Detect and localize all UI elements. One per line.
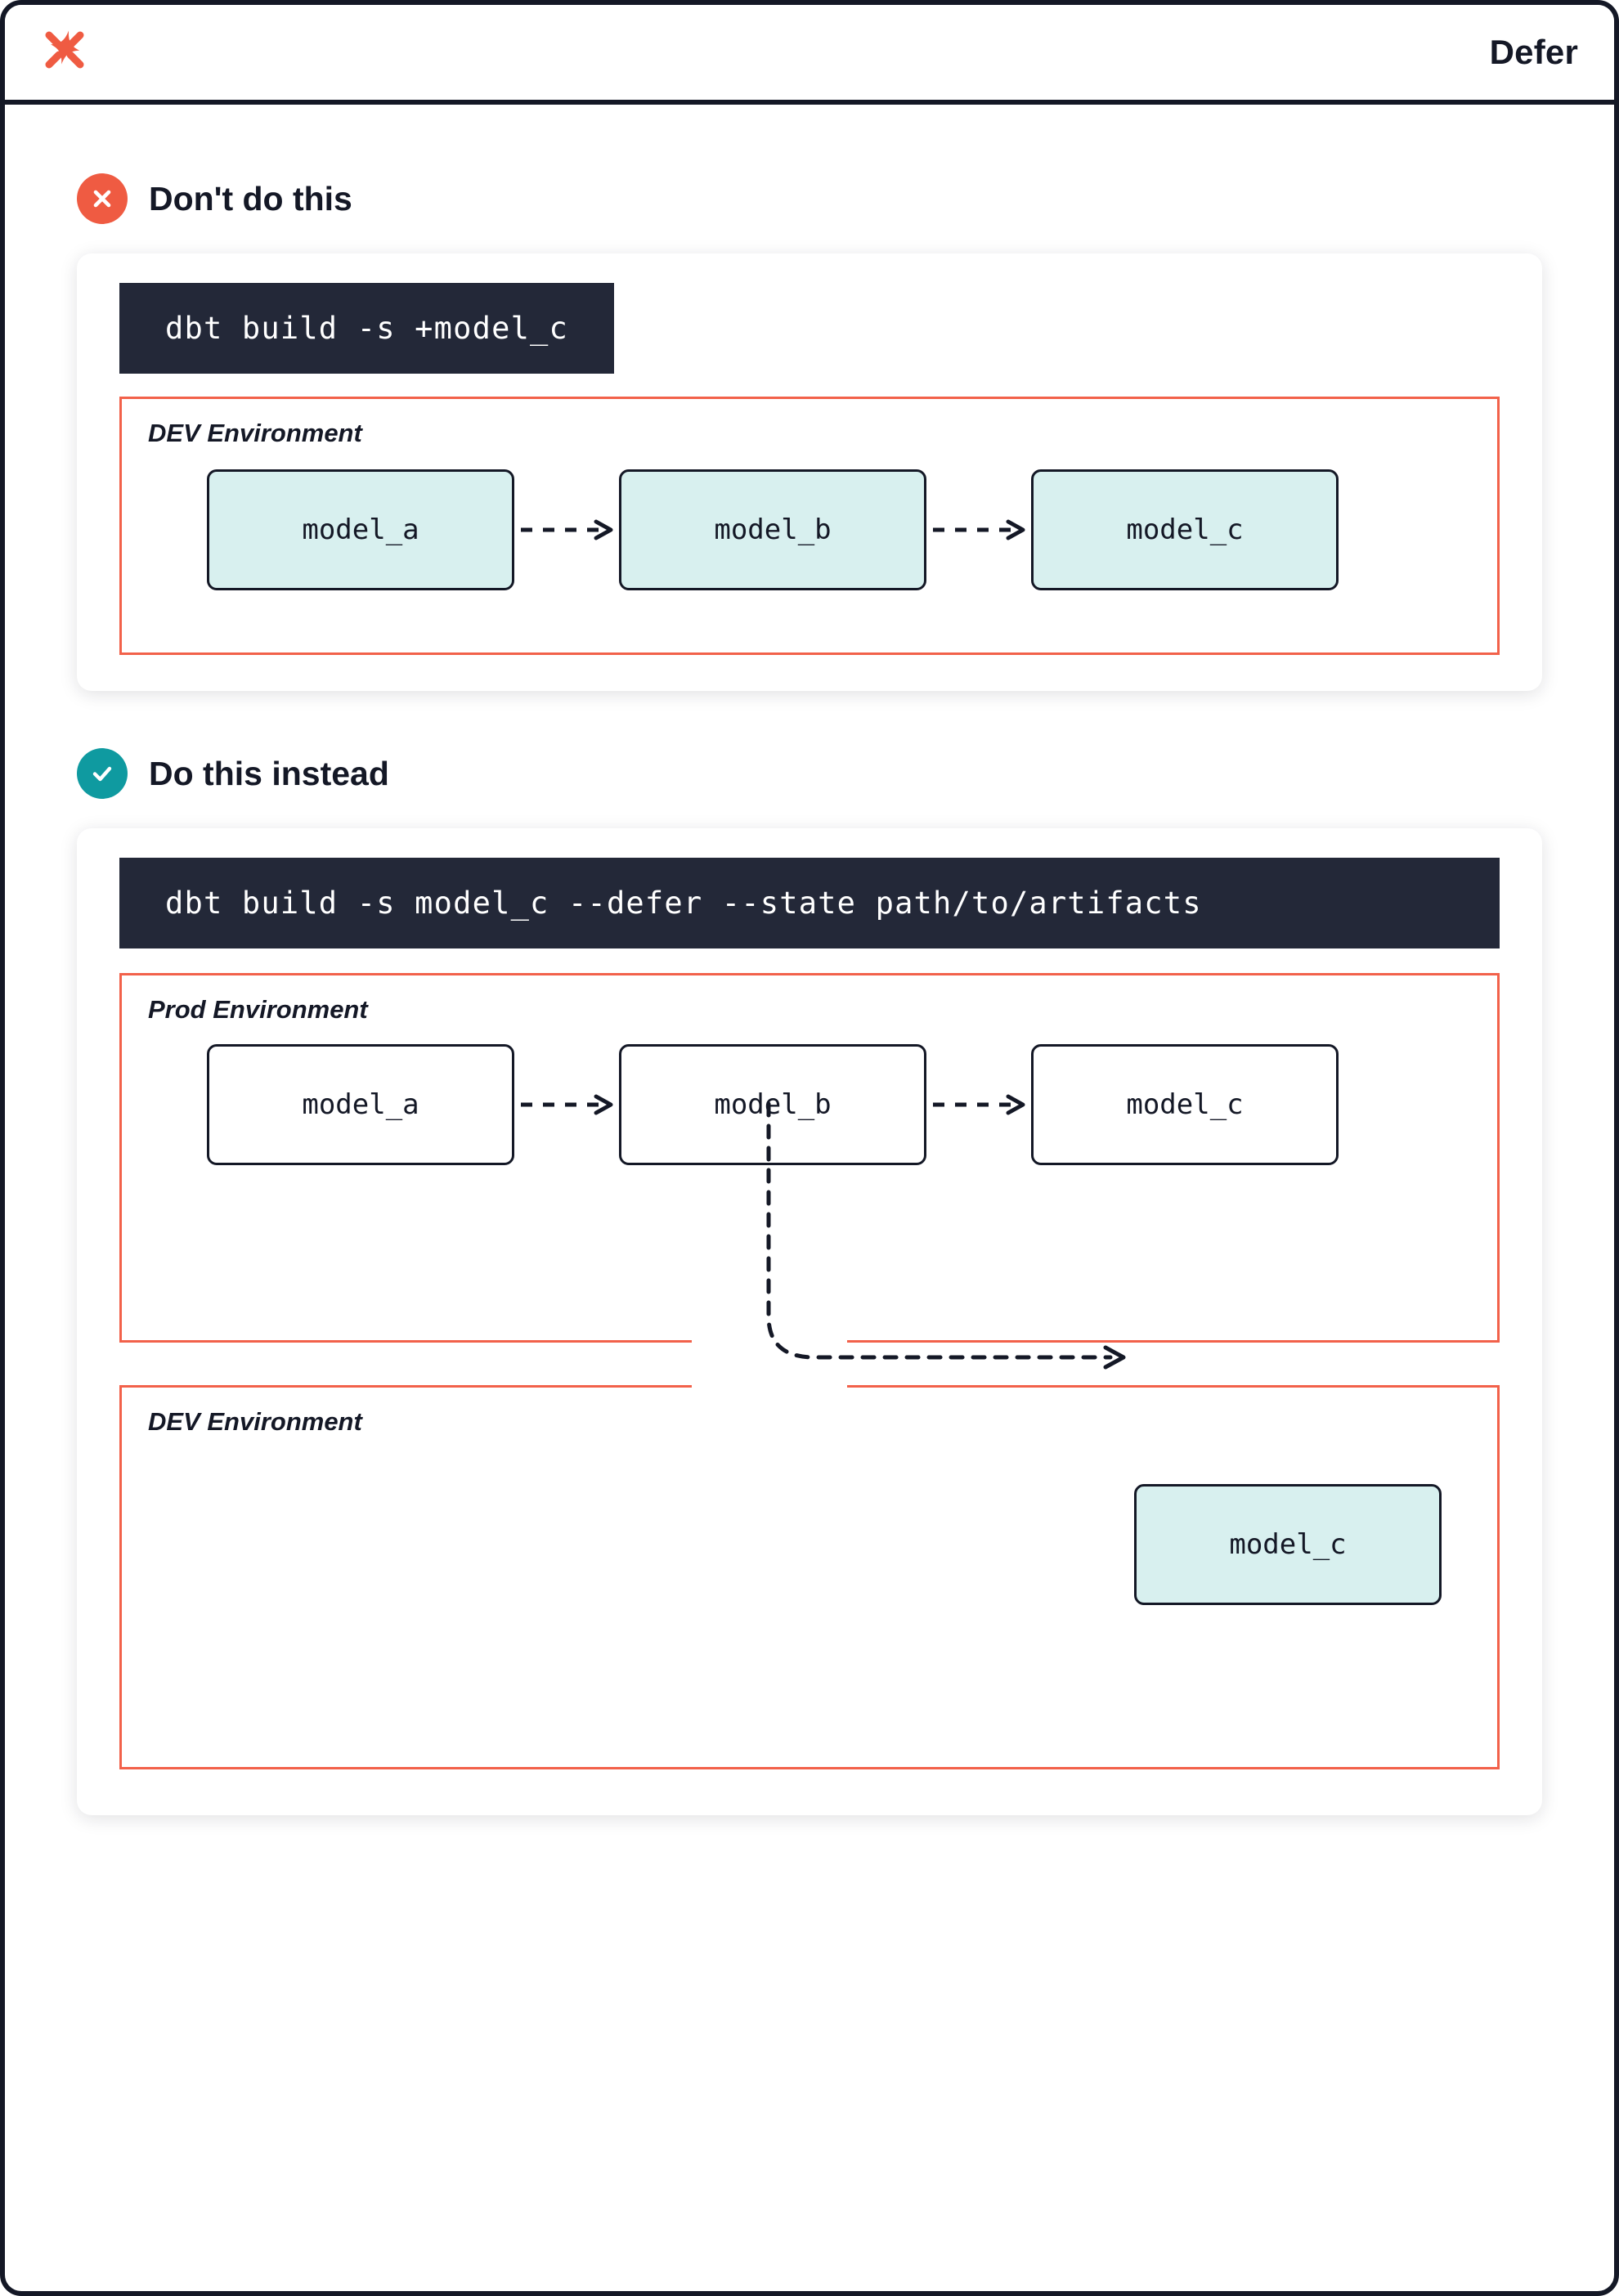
x-circle-icon: [77, 173, 128, 224]
model-row-prod: [122, 1044, 1497, 1165]
header: [5, 5, 1614, 105]
section-header-do: [77, 748, 1568, 799]
card-do: [77, 828, 1542, 1815]
env-box-prod: [119, 973, 1500, 1343]
env-label-dev-2: DEV Environment: [148, 1407, 362, 1436]
model-row-dont: [122, 469, 1497, 590]
command-dont: dbt build -s +model_c: [119, 283, 614, 374]
model-node: model_c: [1031, 469, 1339, 590]
page-title: Defer: [1489, 33, 1578, 71]
defer-diagram: [119, 973, 1500, 1769]
dbt-logo-icon: [39, 27, 90, 78]
check-circle-icon: [77, 748, 128, 799]
dashed-arrow-icon: [926, 518, 1031, 542]
section-title-dont: Don't do this: [149, 179, 352, 217]
model-node: model_a: [207, 469, 514, 590]
section-header-dont: [77, 173, 1568, 224]
env-label-dev-1: DEV Environment: [148, 419, 362, 447]
dashed-arrow-icon: [514, 1092, 619, 1117]
content-body: [5, 105, 1614, 1848]
section-title-do: Do this instead: [149, 754, 389, 792]
env-box-dev-2: [119, 1385, 1500, 1769]
dashed-arrow-icon: [514, 518, 619, 542]
env-box-dev-1: [119, 397, 1500, 655]
model-node: model_b: [619, 469, 926, 590]
dashed-arrow-icon: [926, 1092, 1031, 1117]
command-do: dbt build -s model_c --defer --state path/to/artifacts: [119, 858, 1500, 948]
model-node: model_c: [1134, 1484, 1442, 1605]
card-dont: [77, 253, 1542, 691]
model-node: model_a: [207, 1044, 514, 1165]
model-node: model_c: [1031, 1044, 1339, 1165]
env-label-prod: Prod Environment: [148, 995, 368, 1024]
model-node: model_b: [619, 1044, 926, 1165]
